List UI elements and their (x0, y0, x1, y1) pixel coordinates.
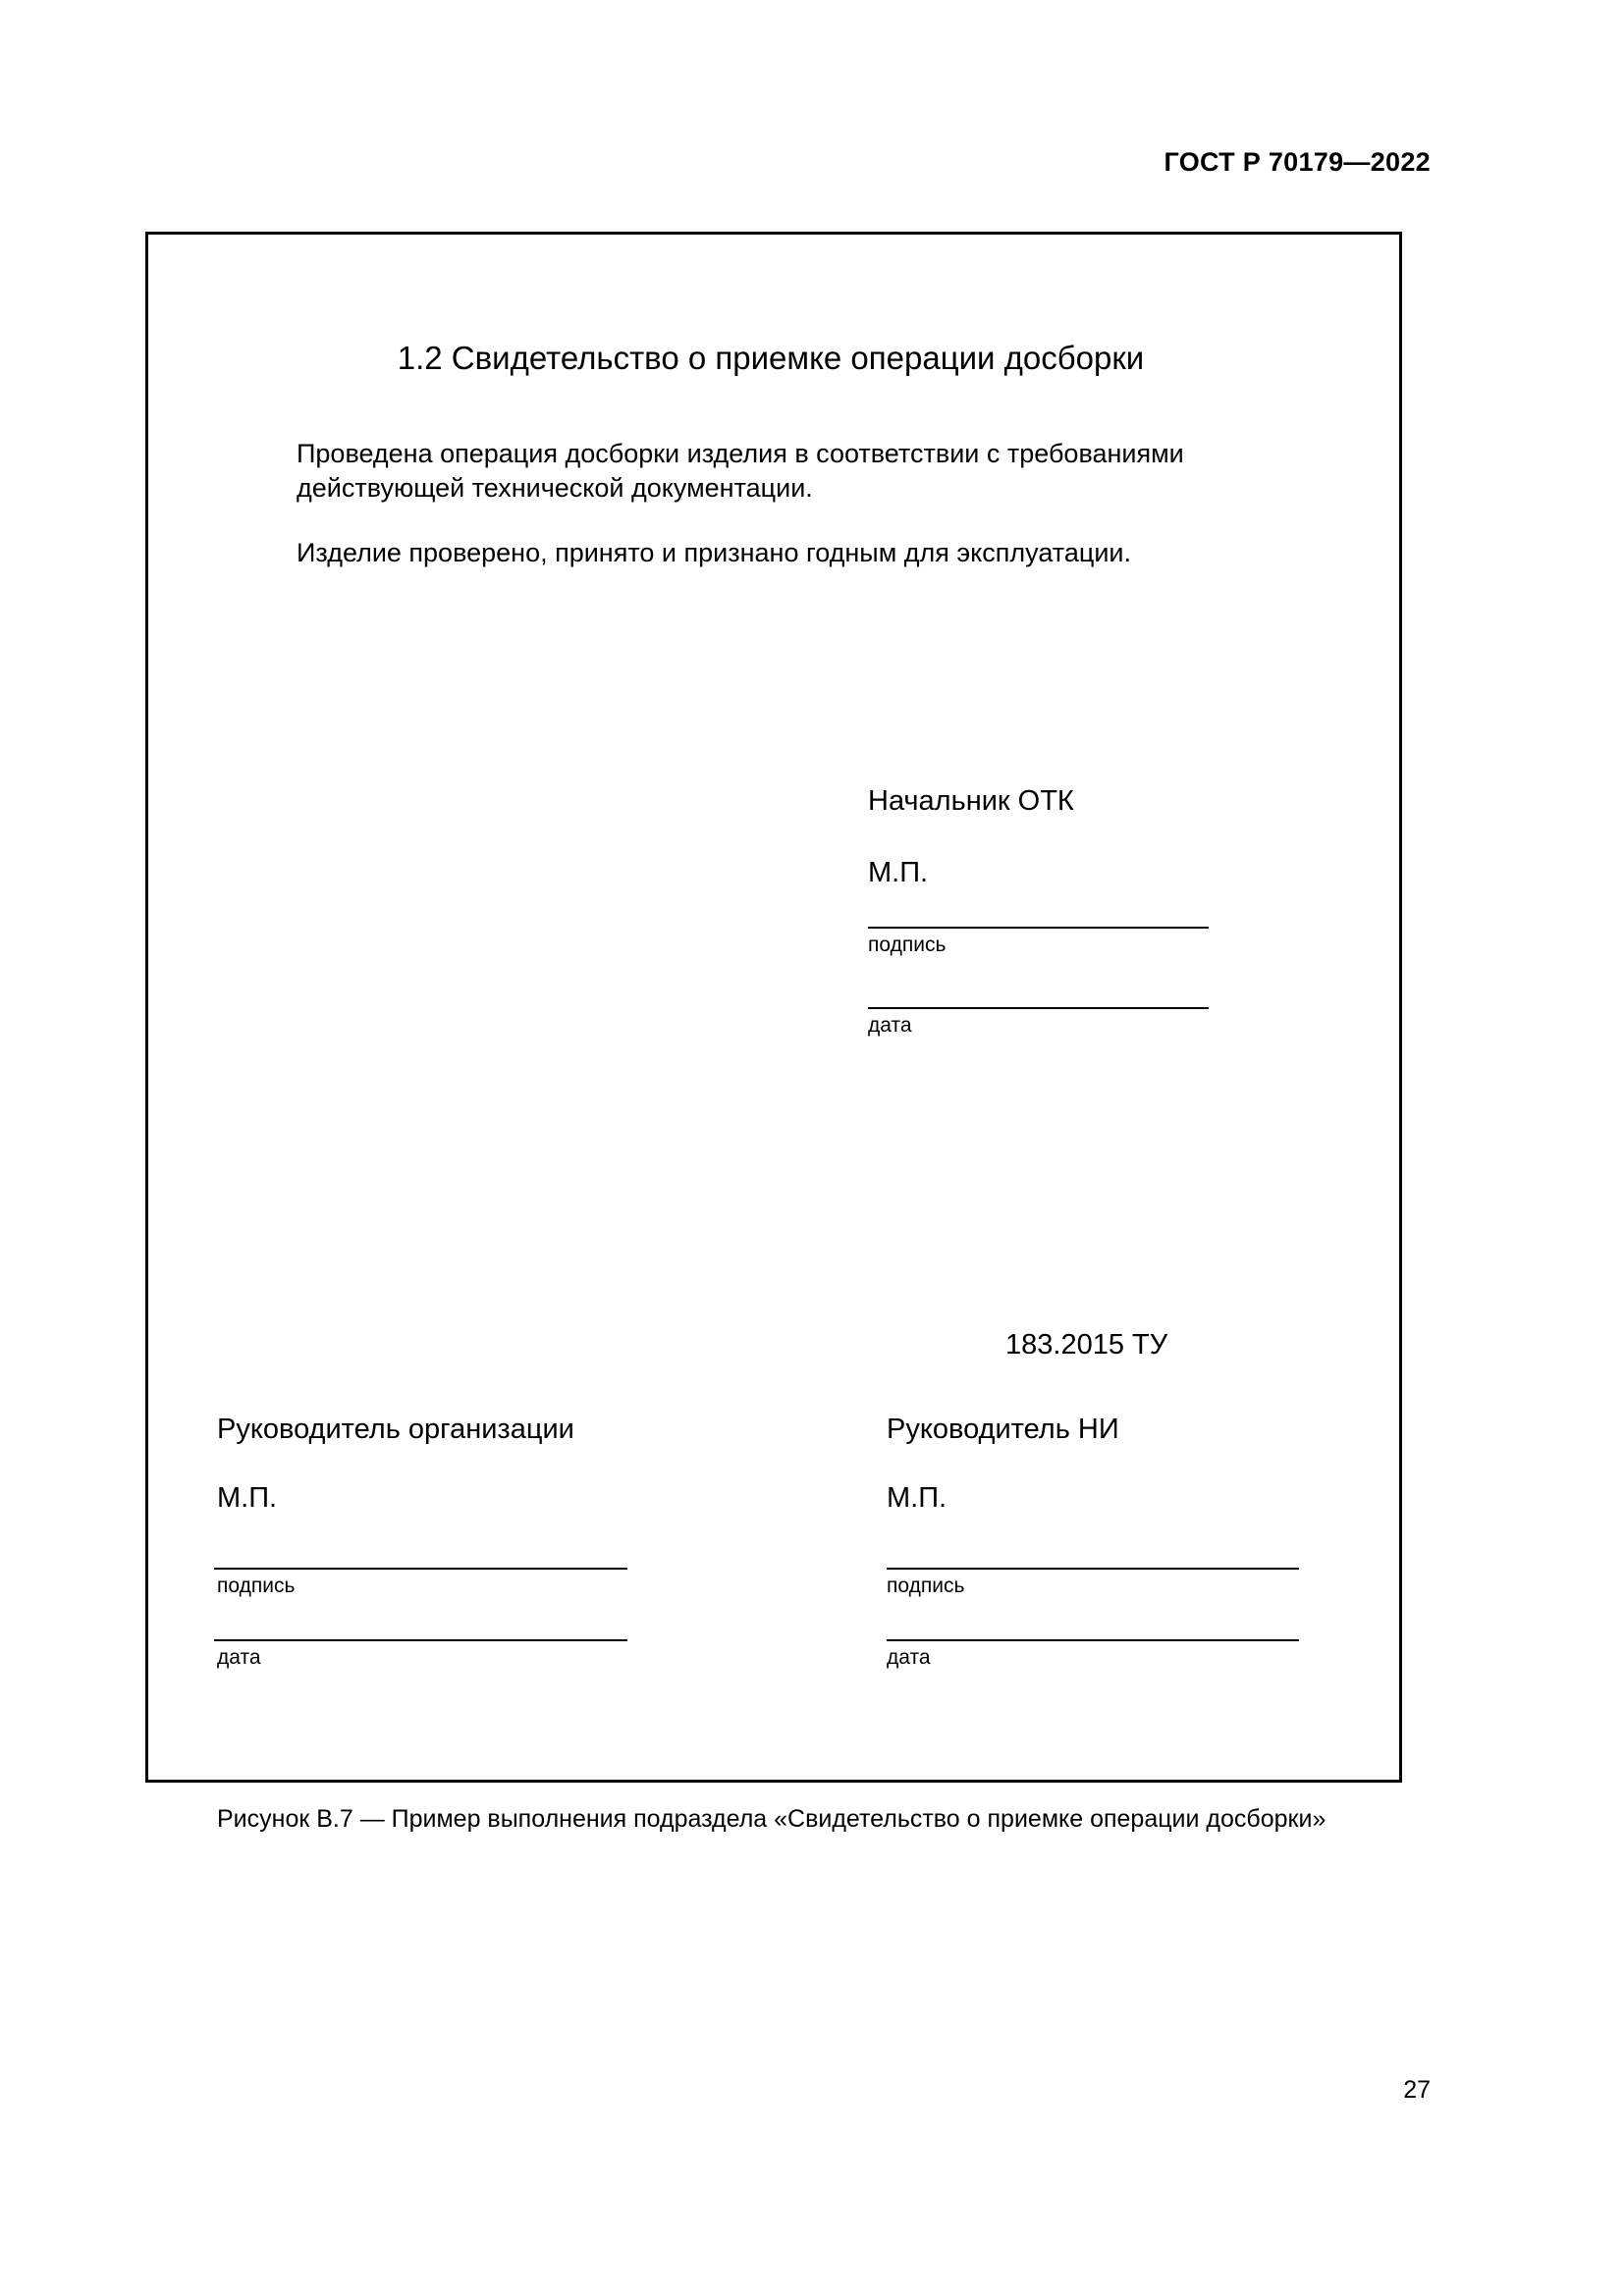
otk-date-label: дата (868, 1014, 912, 1037)
otk-signature-label: подпись (868, 934, 947, 956)
ni-date-label: дата (887, 1646, 931, 1669)
tu-reference: 183.2015 ТУ (1005, 1329, 1168, 1361)
figure-caption: Рисунок В.7 — Пример выполнения подраздела «Свидетельство о приемке операции досборки» (217, 1805, 1326, 1833)
otk-date-line (868, 1007, 1209, 1009)
org-date-label: дата (217, 1646, 261, 1669)
certificate-title: 1.2 Свидетельство о приемке операции досборки (397, 340, 1145, 376)
org-signature-label: подпись (217, 1575, 296, 1597)
org-head-label: Руководитель организации (217, 1414, 574, 1445)
certificate-paragraph-1 (297, 437, 1184, 506)
org-date-line (214, 1639, 627, 1641)
document-code: ГОСТ Р 70179—2022 (1164, 147, 1431, 177)
paragraph-1-line-2: действующей технической документации. (297, 473, 813, 503)
otk-head-label: Начальник ОТК (868, 785, 1074, 817)
otk-signature-line (868, 927, 1209, 929)
org-stamp-label: М.П. (217, 1482, 278, 1514)
ni-stamp-label: М.П. (887, 1482, 947, 1514)
page-number: 27 (1403, 2076, 1431, 2104)
ni-head-label: Руководитель НИ (887, 1414, 1119, 1445)
ni-date-line (887, 1639, 1299, 1641)
otk-stamp-label: М.П. (868, 857, 929, 888)
certificate-paragraph-2: Изделие проверено, принято и признано годным для эксплуатации. (297, 538, 1131, 567)
org-signature-line (214, 1568, 627, 1570)
ni-signature-line (887, 1568, 1299, 1570)
ni-signature-label: подпись (887, 1575, 965, 1597)
paragraph-1-line-1: Проведена операция досборки изделия в соответствии с требованиями (297, 439, 1184, 468)
